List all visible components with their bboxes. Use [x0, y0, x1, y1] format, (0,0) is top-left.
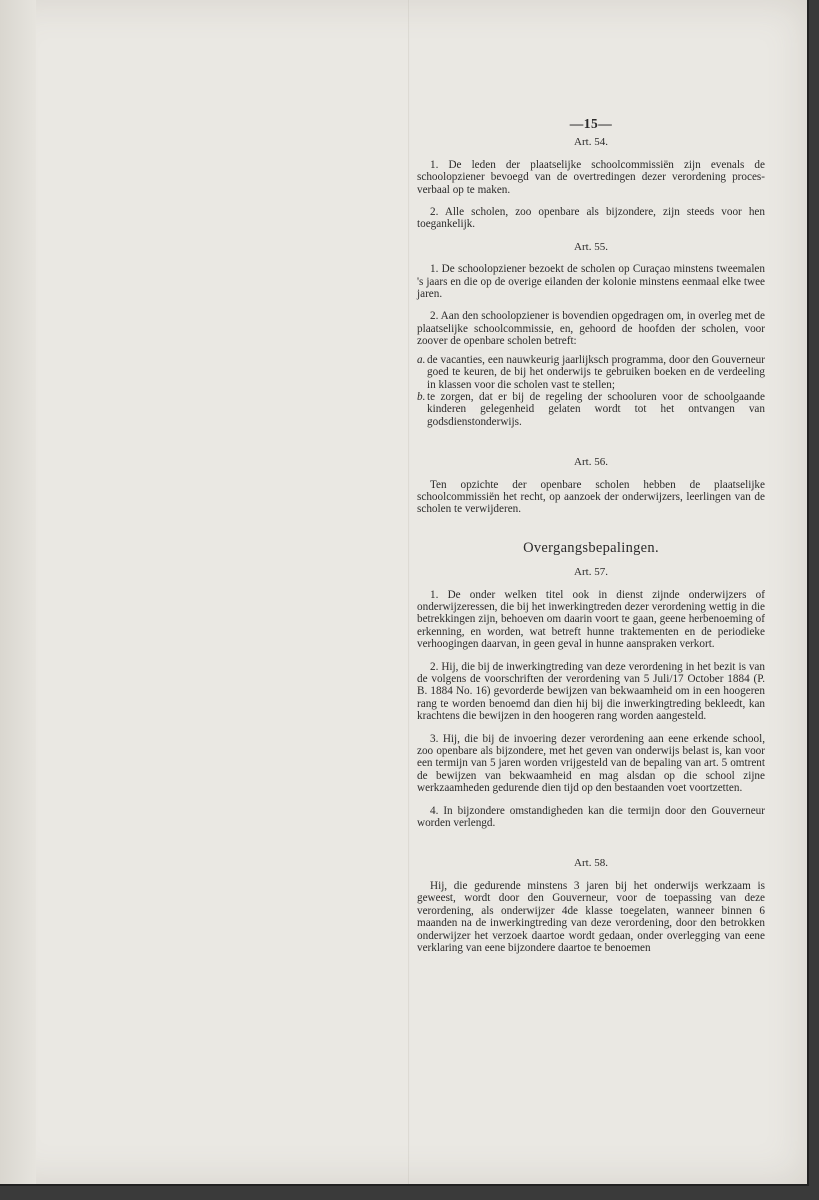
article-57-paragraph-2: 2. Hij, die bij de inwerkingtreding van deze verordening in het bezit is van de volgens de voorschriften der verordening van 5 Juli/17 October 1884 (P. B. 1884 No. 16) gevorderde bewijzen van bekwaamheid om in een hoogeren rang te worden benoemd dan dien hij bij die inwerkingtreding bekleedt, kan krachtens die bewijzen in den hoogeren rang worden aangesteld.	[417, 660, 765, 723]
text-column	[417, 118, 765, 964]
list-item	[417, 391, 765, 428]
article-54-paragraph-1: 1. De leden der plaatselijke schoolcommissiën zijn evenals de schoolopziener bevoegd van de overtredingen dezer verordening proces-verbaal op te maken.	[417, 158, 765, 196]
article-55-paragraph-2: 2. Aan den schoolopziener is bovendien opgedragen om, in overleg met de plaatselijke schoolcommissie, en, gehoord de hoofden der scholen, voor zoover de openbare scholen betreft:	[417, 310, 765, 348]
list-item-marker: b.	[417, 390, 426, 403]
list-item-text: te zorgen, dat er bij de regeling der schooluren voor de schoolgaande kinderen gelegenheid gelaten wordt tot het ontvangen van godsdienstonderwijs.	[427, 390, 765, 428]
article-55-paragraph-1: 1. De schoolopziener bezoekt de scholen op Curaçao minstens tweemalen 's jaars en die op de overige eilanden der kolonie minstens eenmaal elke twee jaren.	[417, 263, 765, 301]
section-title: Overgangsbepalingen.	[523, 539, 659, 556]
page-binding-strip	[0, 0, 36, 1184]
article-55-list	[417, 354, 765, 428]
article-heading-58: Art. 58.	[574, 857, 608, 870]
list-item-text: de vacanties, een nauwkeurig jaarlijksch programma, door den Gouverneur goed te keuren, de bij het onderwijs te gebruiken boeken en de verdeeling in klassen voor die scholen vast te stellen;	[427, 353, 765, 391]
article-57-paragraph-4: 4. In bijzondere omstandigheden kan die termijn door den Gouverneur worden verlengd.	[417, 804, 765, 830]
article-heading-54: Art. 54.	[574, 136, 608, 149]
page-fold	[408, 0, 410, 1184]
article-heading-56: Art. 56.	[574, 456, 608, 469]
article-57-paragraph-1: 1. De onder welken titel ook in dienst zijnde onderwijzers of onderwijzeressen, die bij het inwerkingtreden dezer verordening wettig in die betrekkingen zijn, behoeven om daarin voort te gaan, geene herbenoeming of erkenning, en worden, wat betreft hunne traktementen en de periodieke verhoogingen daarvan, in geen geval in hunne aanspraken verkort.	[417, 588, 765, 651]
article-heading-57: Art. 57.	[574, 566, 608, 579]
article-56-paragraph-1: Ten opzichte der openbare scholen hebben de plaatselijke schoolcommissiën het recht, op aanzoek der onderwijzers, leerlingen van de scholen te verwijderen.	[417, 478, 765, 516]
article-54-paragraph-2: 2. Alle scholen, zoo openbare als bijzondere, zijn steeds voor hen toegankelijk.	[417, 206, 765, 231]
list-item	[417, 354, 765, 391]
article-heading-55: Art. 55.	[574, 240, 608, 253]
list-item-marker: a.	[417, 353, 426, 366]
page-number: —15—	[569, 116, 613, 131]
article-57-paragraph-3: 3. Hij, die bij de invoering dezer verordening aan eene erkende school, zoo openbare als bijzondere, met het geven van onderwijs belast is, kan voor een termijn van 5 jaren worden vrijgesteld van de bepaling van art. 5 omtrent de bewijzen van bekwaamheid en mag alsdan op die school zijne werkzaamheden gedurende dien tijd op den bestaanden voet voortzetten.	[417, 732, 765, 795]
article-58-paragraph-1: Hij, die gedurende minstens 3 jaren bij het onderwijs werkzaam is geweest, wordt door den Gouverneur, voor de toepassing van deze verordening, als onderwijzer 4de klasse toegelaten, wanneer binnen 6 maanden na de inwerkingtreding van deze verordening, door den betrokken onderwijzer het verzoek daartoe wordt gedaan, onder overlegging van eene verklaring van eene bijzondere daartoe te benoemen	[417, 879, 765, 954]
